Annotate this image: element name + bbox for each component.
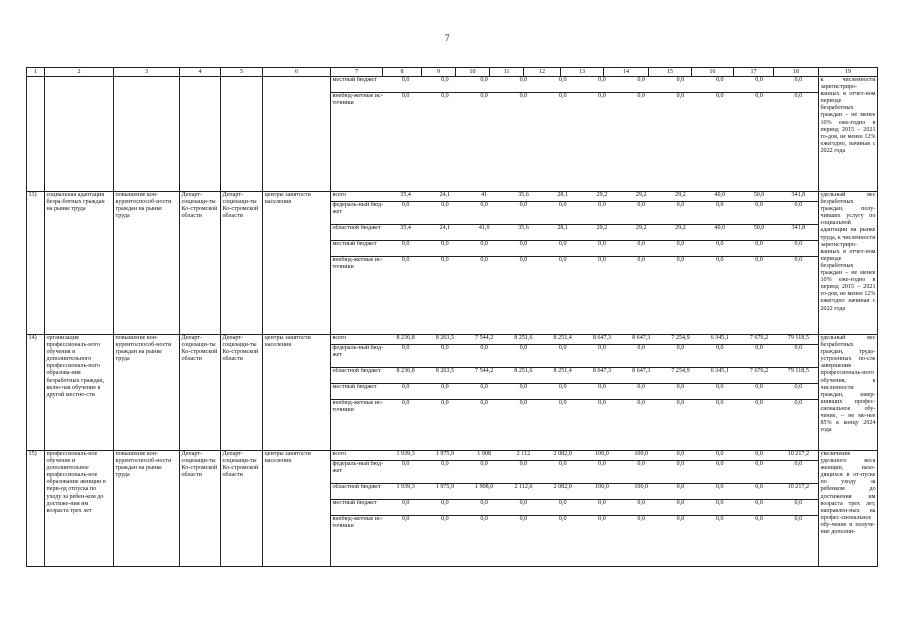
funding-value: 8 236,8 bbox=[386, 335, 425, 345]
funding-source-label: внебюд-жетные ис-точники bbox=[332, 516, 383, 530]
funding-value: 0,0 bbox=[794, 257, 803, 263]
funding-value: 0,0 bbox=[504, 345, 543, 368]
funding-source-label: федераль-ный бюд-жет bbox=[331, 202, 386, 225]
funding-value: 2 112,0 bbox=[504, 484, 543, 500]
funding-value: 35,6 bbox=[504, 225, 543, 241]
funding-value: 341,8 bbox=[779, 225, 818, 241]
funding-value: 1 908,0 bbox=[465, 484, 504, 500]
funding-value: 0,0 bbox=[543, 461, 582, 484]
funding-value: 0,0 bbox=[700, 384, 739, 400]
item-participants: центры занятости населения bbox=[263, 192, 331, 335]
funding-value: 79 118,5 bbox=[779, 368, 818, 384]
funding-value: 1 939,3 bbox=[386, 451, 425, 461]
funding-value: 0,0 bbox=[386, 241, 425, 257]
item-number: 14) bbox=[27, 335, 45, 451]
funding-source-label: всего bbox=[331, 335, 386, 345]
funding-value: 100,0 bbox=[622, 451, 661, 461]
funding-row bbox=[331, 516, 818, 567]
funding-value: 0,0 bbox=[661, 451, 700, 461]
funding-value: 0,0 bbox=[622, 384, 661, 400]
funding-value: 0,0 bbox=[739, 461, 778, 484]
column-number: 5 bbox=[221, 68, 263, 77]
item-participants: центры занятости населения bbox=[263, 451, 331, 567]
item-executor: Департ-социзащи-ты Ко-стромской области bbox=[180, 192, 221, 335]
funding-value: 29,2 bbox=[582, 225, 621, 241]
funding-value: 0,0 bbox=[480, 257, 488, 263]
funding-value: 0,0 bbox=[441, 257, 449, 263]
column-number-row bbox=[27, 68, 878, 77]
funding-value: 7 676,2 bbox=[739, 368, 778, 384]
funding-value: 0,0 bbox=[661, 77, 700, 93]
funding-value: 0,0 bbox=[401, 400, 410, 406]
funding-value: 0,0 bbox=[582, 345, 621, 368]
funding-value: 0,0 bbox=[676, 516, 685, 522]
item-coexecutor: Департ-социзащи-ты Ко-стромской области bbox=[221, 335, 263, 451]
funding-subtable bbox=[331, 335, 818, 450]
funding-value: 8 251,4 bbox=[543, 335, 582, 345]
funding-value: 0,0 bbox=[622, 241, 661, 257]
funding-subtable bbox=[331, 77, 818, 191]
funding-value: 0,0 bbox=[755, 516, 763, 522]
funding-row bbox=[331, 77, 818, 93]
item-executor: Департ-социзащи-ты Ко-стромской области bbox=[180, 335, 221, 451]
funding-value: 8 647,3 bbox=[622, 335, 661, 345]
funding-value: 0,0 bbox=[504, 500, 543, 516]
empty-cell bbox=[114, 77, 180, 192]
funding-source-label: областной бюджет bbox=[331, 368, 386, 384]
funding-value: 40,0 bbox=[700, 192, 739, 202]
funding-value: 0,0 bbox=[386, 202, 425, 225]
funding-value: 0,0 bbox=[441, 516, 449, 522]
funding-value: 29,2 bbox=[661, 192, 700, 202]
funding-value: 0,0 bbox=[700, 241, 739, 257]
funding-row bbox=[331, 484, 818, 500]
funding-value: 0,0 bbox=[504, 461, 543, 484]
column-number: 12 bbox=[524, 68, 561, 77]
item-goal: повышение кон-курентоспособ-ности граждан на рынке труда bbox=[114, 192, 180, 335]
funding-value: 0,0 bbox=[480, 400, 488, 406]
funding-value: 6 345,1 bbox=[700, 368, 739, 384]
funding-row bbox=[331, 400, 818, 451]
funding-cell bbox=[331, 77, 819, 192]
funding-value: 0,0 bbox=[715, 257, 724, 263]
funding-value: 0,0 bbox=[661, 345, 700, 368]
funding-value: 0,0 bbox=[622, 202, 661, 225]
funding-value: 0,0 bbox=[622, 345, 661, 368]
funding-value: 8 647,3 bbox=[622, 368, 661, 384]
funding-value: 29,2 bbox=[622, 225, 661, 241]
funding-row bbox=[331, 345, 818, 368]
column-number: 1 bbox=[27, 68, 45, 77]
funding-value: 0,0 bbox=[700, 484, 739, 500]
item-goal: повышение кон-курентоспособ-ности граждан на рынке труда bbox=[114, 335, 180, 451]
funding-value: 0,0 bbox=[582, 77, 621, 93]
funding-value: 0,0 bbox=[794, 400, 803, 406]
funding-value: 0,0 bbox=[386, 500, 425, 516]
funding-source-label: областной бюджет bbox=[331, 225, 386, 241]
funding-value: 0,0 bbox=[779, 241, 818, 257]
funding-row bbox=[331, 451, 818, 461]
funding-value: 0,0 bbox=[794, 93, 803, 99]
funding-value: 0,0 bbox=[401, 516, 410, 522]
funding-value: 35,6 bbox=[504, 192, 543, 202]
funding-value: 0,0 bbox=[582, 202, 621, 225]
funding-value: 0,0 bbox=[582, 384, 621, 400]
funding-value: 0,0 bbox=[543, 384, 582, 400]
funding-value: 10 217,2 bbox=[779, 484, 818, 500]
funding-value: 29,2 bbox=[622, 192, 661, 202]
funding-value: 41,0 bbox=[465, 225, 504, 241]
funding-value: 0,0 bbox=[465, 345, 504, 368]
funding-source-label: внебюд-жетные ис-точники bbox=[332, 257, 383, 271]
funding-value: 0,0 bbox=[401, 257, 410, 263]
funding-cell bbox=[331, 451, 819, 567]
funding-value: 0,0 bbox=[543, 77, 582, 93]
funding-value: 8 251,6 bbox=[504, 335, 543, 345]
item-name: социальная адаптация безра-ботных граждан на рынке труда bbox=[45, 192, 114, 335]
column-number: 6 bbox=[263, 68, 331, 77]
funding-value: 0,0 bbox=[622, 77, 661, 93]
funding-value: 0,0 bbox=[637, 93, 646, 99]
funding-value: 0,0 bbox=[441, 400, 449, 406]
funding-value: 1 908 bbox=[465, 451, 504, 461]
program-item-row bbox=[27, 335, 878, 451]
funding-value: 0,0 bbox=[465, 202, 504, 225]
funding-value: 28,1 bbox=[543, 225, 582, 241]
page-number: 7 bbox=[445, 33, 450, 43]
funding-value: 0,0 bbox=[676, 93, 685, 99]
funding-value: 0,0 bbox=[779, 384, 818, 400]
funding-value: 0,0 bbox=[401, 93, 410, 99]
funding-value: 0,0 bbox=[425, 241, 464, 257]
funding-value: 0,0 bbox=[543, 202, 582, 225]
funding-value: 8 647,3 bbox=[582, 335, 621, 345]
funding-value: 0,0 bbox=[558, 93, 567, 99]
funding-row bbox=[331, 368, 818, 384]
funding-value: 341,8 bbox=[779, 192, 818, 202]
funding-value: 0,0 bbox=[543, 345, 582, 368]
funding-value: 0,0 bbox=[661, 461, 700, 484]
funding-value: 1 975,9 bbox=[425, 484, 464, 500]
funding-value: 1 975,9 bbox=[425, 451, 464, 461]
column-number: 10 bbox=[456, 68, 490, 77]
funding-value: 0,0 bbox=[519, 516, 528, 522]
funding-value: 0,0 bbox=[755, 400, 763, 406]
funding-source-label: внебюд-жетные ис-точники bbox=[332, 400, 383, 414]
funding-value: 0,0 bbox=[386, 77, 425, 93]
funding-subtable bbox=[331, 451, 818, 566]
item-participants: центры занятости населения bbox=[263, 335, 331, 451]
column-number: 18 bbox=[774, 68, 819, 77]
funding-value: 0,0 bbox=[519, 400, 528, 406]
funding-value: 0,0 bbox=[465, 500, 504, 516]
funding-value: 50,0 bbox=[739, 192, 778, 202]
funding-value: 2 082,0 bbox=[543, 451, 582, 461]
funding-value: 0,0 bbox=[700, 451, 739, 461]
funding-subtable bbox=[331, 192, 818, 334]
funding-value: 0,0 bbox=[465, 241, 504, 257]
funding-value: 0,0 bbox=[661, 500, 700, 516]
funding-value: 7 544,2 bbox=[465, 368, 504, 384]
funding-value: 0,0 bbox=[715, 400, 724, 406]
funding-source-label: всего bbox=[331, 451, 386, 461]
funding-row bbox=[331, 257, 818, 335]
funding-value: 8 647,3 bbox=[582, 368, 621, 384]
column-number: 2 bbox=[45, 68, 114, 77]
item-coexecutor: Департ-социзащи-ты Ко-стромской области bbox=[221, 451, 263, 567]
funding-value: 0,0 bbox=[425, 500, 464, 516]
funding-value: 0,0 bbox=[425, 461, 464, 484]
funding-value: 7 676,2 bbox=[739, 335, 778, 345]
funding-value: 79 118,5 bbox=[779, 335, 818, 345]
column-number: 7 bbox=[331, 68, 383, 77]
funding-value: 0,0 bbox=[598, 257, 606, 263]
funding-value: 0,0 bbox=[794, 516, 803, 522]
funding-value: 0,0 bbox=[504, 202, 543, 225]
funding-value: 0,0 bbox=[543, 241, 582, 257]
funding-value: 41 bbox=[465, 192, 504, 202]
funding-value: 35,4 bbox=[386, 225, 425, 241]
item-name: организация профессиональ-ного обучения и дополнительного профессиональ-ного образова-ния безработных граждан, вклю-чая обучение в другой местно-сти bbox=[45, 335, 114, 451]
funding-value: 0,0 bbox=[661, 202, 700, 225]
item-number: 15) bbox=[27, 451, 45, 567]
funding-source-label: местный бюджет bbox=[331, 241, 386, 257]
column-number: 11 bbox=[490, 68, 524, 77]
empty-cell bbox=[27, 77, 45, 192]
funding-value: 0,0 bbox=[661, 484, 700, 500]
funding-value: 0,0 bbox=[480, 516, 488, 522]
funding-value: 29,2 bbox=[582, 192, 621, 202]
item-number: 13) bbox=[27, 192, 45, 335]
funding-value: 0,0 bbox=[661, 384, 700, 400]
indicator-text: к численности зарегистриро-ванных в отчет-ном периоде безработных граждан – не менее 10% еже-годно в период 2015 – 2021 го-дов, не менее 12% ежегодно, начиная с 2022 года bbox=[819, 77, 878, 192]
column-number: 19 bbox=[819, 68, 878, 77]
funding-value: 0,0 bbox=[441, 93, 449, 99]
funding-value: 100,0 bbox=[622, 484, 661, 500]
funding-source-label: местный бюджет bbox=[331, 500, 386, 516]
funding-source-label: федераль-ный бюд-жет bbox=[331, 461, 386, 484]
funding-value: 0,0 bbox=[739, 241, 778, 257]
funding-row bbox=[331, 241, 818, 257]
funding-value: 0,0 bbox=[779, 500, 818, 516]
funding-value: 0,0 bbox=[739, 345, 778, 368]
funding-value: 0,0 bbox=[779, 345, 818, 368]
column-number: 9 bbox=[422, 68, 456, 77]
funding-row bbox=[331, 461, 818, 484]
funding-source-label: местный бюджет bbox=[331, 384, 386, 400]
funding-source-label: всего bbox=[331, 192, 386, 202]
funding-value: 50,0 bbox=[739, 225, 778, 241]
column-number: 17 bbox=[734, 68, 774, 77]
empty-cell bbox=[263, 77, 331, 192]
funding-value: 0,0 bbox=[386, 384, 425, 400]
item-coexecutor: Департ-социзащи-ты Ко-стромской области bbox=[221, 192, 263, 335]
funding-value: 0,0 bbox=[739, 384, 778, 400]
funding-value: 8 251,4 bbox=[543, 368, 582, 384]
empty-cell bbox=[45, 77, 114, 192]
funding-value: 0,0 bbox=[504, 384, 543, 400]
funding-value: 0,0 bbox=[386, 345, 425, 368]
funding-value: 0,0 bbox=[676, 400, 685, 406]
empty-cell bbox=[180, 77, 221, 192]
indicator-text: удельный вес безработных граждан, полу-чивших услугу по социальной адаптации на рынке труда, к численности зарегистриро-ванных в отчет-ном периоде безработных граждан – не менее 10% еже-годно в период 2015 – 2021 го-дов, не менее 12% ежегодно начиная с 2022 года bbox=[819, 192, 878, 335]
funding-value: 0,0 bbox=[480, 93, 488, 99]
funding-value: 7 254,9 bbox=[661, 335, 700, 345]
funding-value: 0,0 bbox=[425, 202, 464, 225]
funding-value: 0,0 bbox=[755, 93, 763, 99]
funding-value: 0,0 bbox=[598, 400, 606, 406]
indicator-text: удельный вес безработных граждан, трудо-устроенных по-сле завершения профессиональ-ного обучения, к численности граждан, завер-шивших профес-сиональное обу-чение, – не ме-нее 85% к концу 2024 года bbox=[819, 335, 878, 451]
funding-value: 0,0 bbox=[425, 77, 464, 93]
funding-value: 0,0 bbox=[622, 461, 661, 484]
budget-table bbox=[26, 67, 878, 567]
funding-value: 0,0 bbox=[700, 345, 739, 368]
funding-value: 8 263,5 bbox=[425, 368, 464, 384]
funding-value: 0,0 bbox=[637, 400, 646, 406]
funding-value: 0,0 bbox=[661, 241, 700, 257]
funding-value: 0,0 bbox=[700, 500, 739, 516]
funding-value: 7 254,9 bbox=[661, 368, 700, 384]
program-item-row bbox=[27, 192, 878, 335]
funding-value: 0,0 bbox=[779, 77, 818, 93]
funding-cell bbox=[331, 192, 819, 335]
funding-value: 0,0 bbox=[558, 516, 567, 522]
funding-value: 0,0 bbox=[558, 400, 567, 406]
funding-value: 24,1 bbox=[425, 192, 464, 202]
funding-value: 0,0 bbox=[739, 451, 778, 461]
funding-value: 40,0 bbox=[700, 225, 739, 241]
column-number: 16 bbox=[692, 68, 734, 77]
column-number: 4 bbox=[180, 68, 221, 77]
funding-value: 0,0 bbox=[622, 500, 661, 516]
funding-row bbox=[331, 500, 818, 516]
funding-value: 2 112 bbox=[504, 451, 543, 461]
funding-value: 0,0 bbox=[582, 461, 621, 484]
funding-source-label: областной бюджет bbox=[331, 484, 386, 500]
funding-value: 0,0 bbox=[425, 384, 464, 400]
funding-value: 0,0 bbox=[637, 516, 646, 522]
item-goal: повышение кон-курентоспособ-ности граждан на рынке труда bbox=[114, 451, 180, 567]
funding-source-label: внебюд-жетные ис-точники bbox=[332, 93, 383, 107]
funding-value: 24,1 bbox=[425, 225, 464, 241]
continued-rows bbox=[27, 77, 878, 192]
funding-value: 0,0 bbox=[425, 345, 464, 368]
funding-value: 8 263,5 bbox=[425, 335, 464, 345]
column-number: 14 bbox=[604, 68, 649, 77]
funding-value: 8 236,8 bbox=[386, 368, 425, 384]
funding-value: 0,0 bbox=[386, 461, 425, 484]
empty-cell bbox=[221, 77, 263, 192]
funding-value: 0,0 bbox=[465, 77, 504, 93]
funding-row bbox=[331, 202, 818, 225]
funding-value: 0,0 bbox=[715, 93, 724, 99]
funding-value: 100,0 bbox=[582, 451, 621, 461]
funding-value: 0,0 bbox=[676, 257, 685, 263]
funding-value: 0,0 bbox=[504, 77, 543, 93]
funding-value: 0,0 bbox=[465, 461, 504, 484]
funding-value: 0,0 bbox=[582, 241, 621, 257]
funding-value: 0,0 bbox=[739, 202, 778, 225]
funding-value: 0,0 bbox=[519, 257, 528, 263]
funding-value: 0,0 bbox=[465, 384, 504, 400]
funding-value: 0,0 bbox=[598, 516, 606, 522]
funding-value: 1 939,3 bbox=[386, 484, 425, 500]
funding-value: 0,0 bbox=[715, 516, 724, 522]
funding-value: 35,4 bbox=[386, 192, 425, 202]
funding-value: 2 082,0 bbox=[543, 484, 582, 500]
column-number: 8 bbox=[383, 68, 422, 77]
item-name: профессиональ-ное обучение и дополнительное профессиональ-ное образование женщин в пери-од отпуска по уходу за ребен-ком до достиже-ния им возраста трех лет bbox=[45, 451, 114, 567]
funding-value: 0,0 bbox=[779, 202, 818, 225]
funding-value: 0,0 bbox=[558, 257, 567, 263]
column-number: 13 bbox=[561, 68, 604, 77]
funding-value: 0,0 bbox=[504, 241, 543, 257]
column-number: 15 bbox=[649, 68, 692, 77]
funding-value: 0,0 bbox=[700, 461, 739, 484]
funding-value: 100,0 bbox=[582, 484, 621, 500]
funding-value: 0,0 bbox=[582, 500, 621, 516]
funding-value: 0,0 bbox=[637, 257, 646, 263]
funding-value: 0,0 bbox=[739, 77, 778, 93]
funding-value: 0,0 bbox=[598, 93, 606, 99]
funding-source-label: местный бюджет bbox=[331, 77, 386, 93]
funding-source-label: федераль-ный бюд-жет bbox=[331, 345, 386, 368]
funding-value: 10 217,2 bbox=[779, 451, 818, 461]
funding-value: 29,2 bbox=[661, 225, 700, 241]
funding-value: 28,1 bbox=[543, 192, 582, 202]
column-number: 3 bbox=[114, 68, 180, 77]
funding-value: 0,0 bbox=[755, 257, 763, 263]
funding-value: 0,0 bbox=[700, 202, 739, 225]
funding-cell bbox=[331, 335, 819, 451]
funding-value: 8 251,6 bbox=[504, 368, 543, 384]
funding-row bbox=[331, 93, 818, 192]
funding-row bbox=[331, 335, 818, 345]
funding-row bbox=[331, 225, 818, 241]
program-item-row bbox=[27, 451, 878, 567]
funding-value: 0,0 bbox=[739, 500, 778, 516]
funding-value: 0,0 bbox=[519, 93, 528, 99]
funding-value: 6 345,1 bbox=[700, 335, 739, 345]
funding-value: 0,0 bbox=[779, 461, 818, 484]
funding-value: 0,0 bbox=[700, 77, 739, 93]
item-executor: Департ-социзащи-ты Ко-стромской области bbox=[180, 451, 221, 567]
funding-value: 0,0 bbox=[739, 484, 778, 500]
indicator-text: увеличение удельного веса женщин, нахо-дящихся в от-пуске по уходу за ребенком до достижения им возраста трех лет, направлен-ных на профес-сиональное обу-чение и получе-ние дополни- bbox=[819, 451, 878, 567]
funding-value: 0,0 bbox=[543, 500, 582, 516]
funding-row bbox=[331, 192, 818, 202]
funding-row bbox=[331, 384, 818, 400]
funding-value: 7 544,2 bbox=[465, 335, 504, 345]
